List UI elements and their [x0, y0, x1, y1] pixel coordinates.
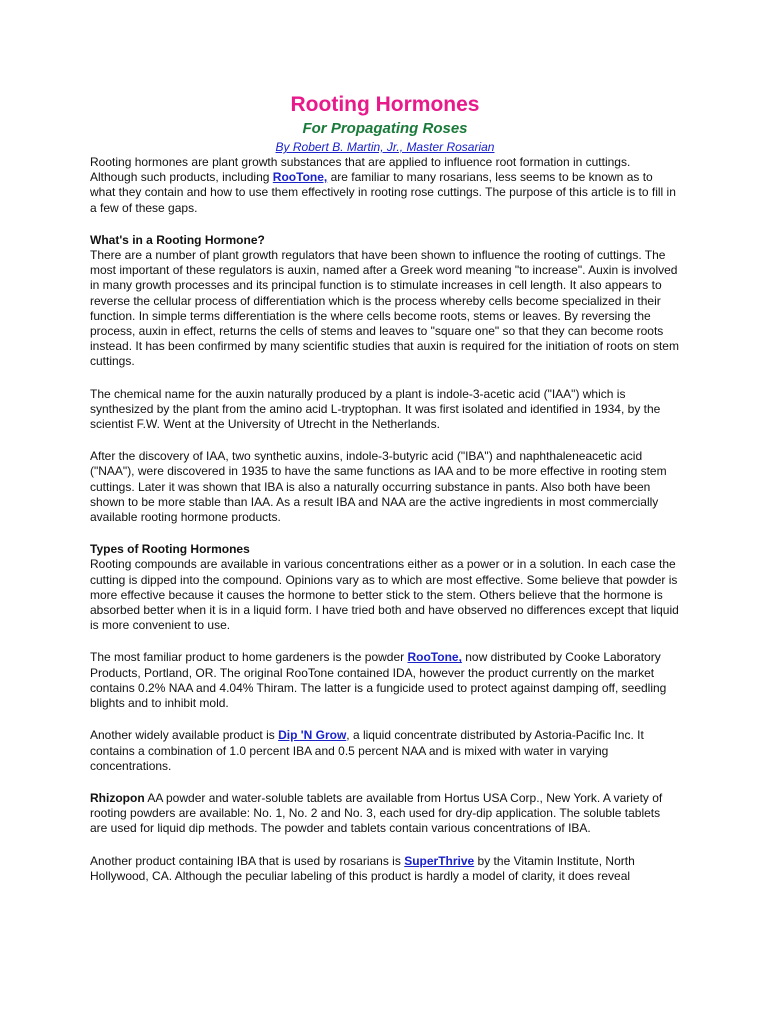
section-auxin-paragraph-1	[90, 233, 680, 370]
section-heading-auxin: What's in a Rooting Hormone?	[90, 232, 265, 247]
section-types-text: Rooting compounds are available in various concentrations either as a power or in a solution. In each case the cutting is dipped into the compound. Opinions vary as to which are most effective. Some believe that powder is more effective because it causes the hormone to better stick to the stem. Others believe that the hormone is absorbed better when it is in a liquid form. I have tried both and have observed no differences except that liquid is more convenient to use.	[90, 557, 679, 633]
section-heading-types: Types of Rooting Hormones	[90, 542, 250, 557]
rootone-link[interactable]: RooTone,	[272, 170, 328, 185]
rootone-text-after: now distributed by Cooke Laboratory Products, Portland, OR. The original RooTone contained IDA, however the product currently on the market contains 0.2% NAA and 4.04% Thiram. The latter is a fungicide used to protect against damping off, seedling blights and to inhibit mold.	[90, 650, 667, 711]
intro-text-before: Rooting hormones are plant growth substances that are applied to influence root formation in cuttings. Although such products, including	[90, 155, 631, 185]
dip-n-grow-link[interactable]: Dip 'N Grow	[278, 728, 347, 743]
article	[90, 92, 680, 901]
author-byline-link[interactable]: By Robert B. Martin, Jr., Master Rosarian	[275, 140, 495, 154]
dip-text-after: , a liquid concentrate distributed by Astoria-Pacific Inc. It contains a combination of 1.0 percent IBA and 0.5 percent NAA and is mixed with water in varying concentrations.	[90, 728, 644, 773]
rhizopon-paragraph	[90, 791, 680, 837]
rhizopon-name: Rhizopon	[90, 790, 145, 805]
rootone-paragraph	[90, 650, 680, 711]
page-title: Rooting Hormones	[290, 93, 480, 116]
intro-text-after: are familiar to many rosarians, less seems to be known as to what they contain and how to use them effectively in rooting rose cuttings. The purpose of this article is to fill in a few of these gaps.	[90, 170, 676, 215]
superthrive-text-after: by the Vitamin Institute, North Hollywood, CA. Although the peculiar labeling of this product is hardly a model of clarity, it does reveal	[90, 853, 635, 883]
section-auxin-paragraph-3: After the discovery of IAA, two synthetic auxins, indole-3-butyric acid ("IBA") and naphthaleneacetic acid ("NAA"), were discovered in 1935 to have the same functions as IAA and to be more effective in rooting stem cuttings. Later it was shown that IBA is also a naturally occurring substance in pants. Also both have been shown to be more stable than IAA. As a result IBA and NAA are the active ingredients in most commercially available rooting hormone products.	[90, 449, 667, 525]
section-auxin-text: There are a number of plant growth regulators that have been shown to influence the rooting of cuttings. The most important of these regulators is auxin, named after a Greek word meaning "to increase". Auxin is involved in many growth processes and its principal function is to stimulate increases in cell length. It also appears to reverse the cellular process of differentiation which is the process whereby cells become specialized in their function. In simple terms differentiation is the where cells become roots, stems or leaves. By reversing the process, auxin in effect, returns the cells of stems and leaves to "square one" so that they can become roots instead. It has been confirmed by many scientific studies that auxin is required for the initiation of roots on stem cuttings.	[90, 248, 679, 369]
rootone-link-2[interactable]: RooTone,	[407, 650, 462, 665]
dip-text-before: Another widely available product is	[90, 728, 279, 743]
superthrive-link[interactable]: SuperThrive	[404, 853, 475, 868]
rhizopon-text: AA powder and water-soluble tablets are available from Hortus USA Corp., New York. A variety of rooting powders are available: No. 1, No. 2 and No. 3, each used for dry-dip application. The soluble tablets are used for liquid dip methods. The powder and tablets contain various concentrations of IBA.	[90, 790, 663, 836]
intro-paragraph	[90, 155, 680, 216]
rootone-text-before: The most familiar product to home gardeners is the powder	[90, 650, 408, 665]
superthrive-paragraph	[90, 854, 680, 884]
dip-n-grow-paragraph	[90, 728, 680, 774]
section-auxin-paragraph-2: The chemical name for the auxin naturally produced by a plant is indole-3-acetic acid ("IAA") which is synthesized by the plant from the amino acid L-tryptophan. It was first isolated and identified in 1934, by the scientist F.W. Went at the University of Utrecht in the Netherlands.	[90, 386, 661, 432]
superthrive-text-before: Another product containing IBA that is used by rosarians is	[90, 853, 405, 868]
section-types-paragraph-1	[90, 542, 680, 633]
page-subtitle: For Propagating Roses	[302, 120, 468, 137]
